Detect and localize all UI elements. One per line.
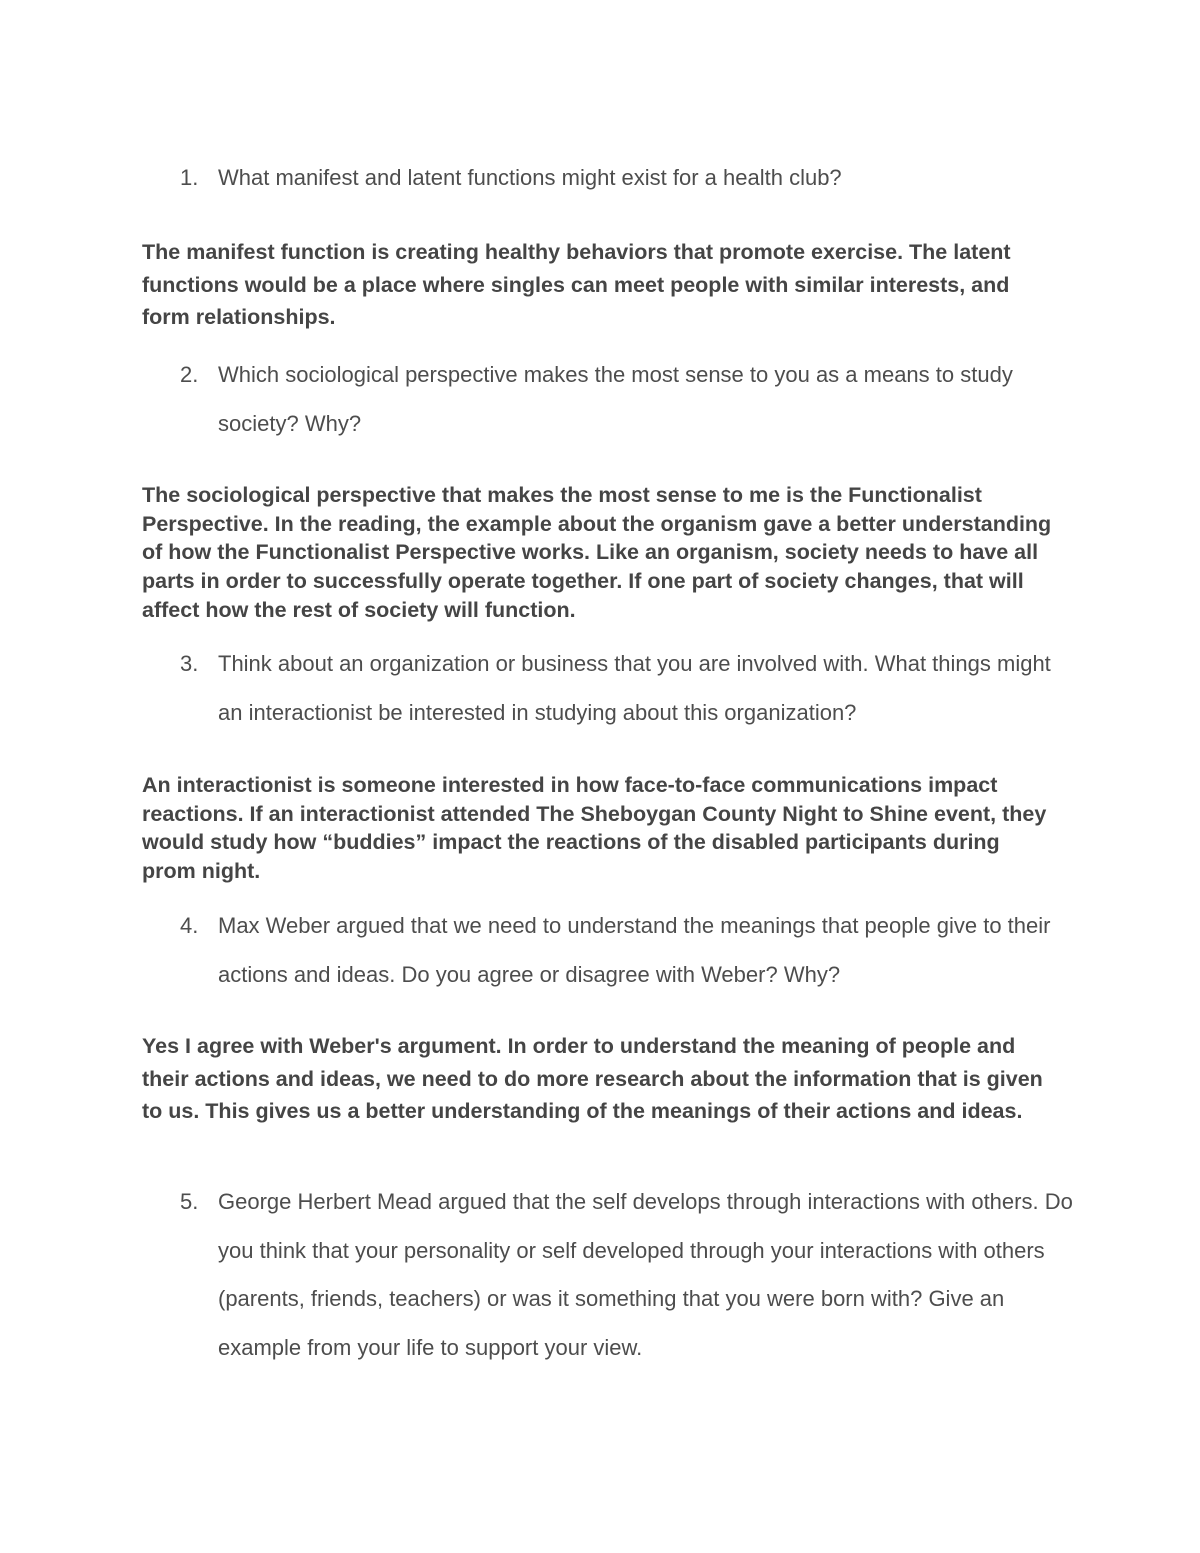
question-number: 5. <box>180 1189 199 1214</box>
question-5 <box>180 1178 1080 1372</box>
answer-2: The sociological perspective that makes the most sense to me is the Functionalist Perspective. In the reading, the example about the organism gave a better understanding of how the Functionalist Perspective works. Like an organism, society needs to have all parts in order to successfully operate together. If one part of society changes, that will affect how the rest of society will function. <box>142 483 1052 622</box>
answer-1: The manifest function is creating healthy behaviors that promote exercise. The latent functions would be a place where singles can meet people with similar interests, and form relationships. <box>142 240 1011 329</box>
question-2 <box>180 351 1080 448</box>
question-number: 1. <box>180 165 199 190</box>
question-text: Max Weber argued that we need to understand the meanings that people give to their actions and ideas. Do you agree or disagree with Weber? Why? <box>218 913 1051 987</box>
answer-4: Yes I agree with Weber's argument. In order to understand the meaning of people and their actions and ideas, we need to do more research about the information that is given to us. This gives us a better understanding of the meanings of their actions and ideas. <box>142 1034 1043 1123</box>
question-number: 3. <box>180 651 199 676</box>
question-text: George Herbert Mead argued that the self develops through interactions with others. Do you think that your personality or self developed through your interactions with others (parents, friends, teachers) or was it something that you were born with? Give an example from your life to support your view. <box>218 1189 1073 1360</box>
question-1 <box>180 154 1080 203</box>
question-text: Think about an organization or business that you are involved with. What things might an interactionist be interested in studying about this organization? <box>218 651 1051 725</box>
question-number: 2. <box>180 362 199 387</box>
question-text: What manifest and latent functions might exist for a health club? <box>218 165 842 190</box>
answer-3: An interactionist is someone interested in how face-to-face communications impact reactions. If an interactionist attended The Sheboygan County Night to Shine event, they would study how “buddies” impact the reactions of the disabled participants during prom night. <box>142 773 1047 884</box>
question-4 <box>180 902 1080 999</box>
question-number: 4. <box>180 913 199 938</box>
question-text: Which sociological perspective makes the most sense to you as a means to study society? Why? <box>218 362 1013 436</box>
question-3 <box>180 640 1080 737</box>
